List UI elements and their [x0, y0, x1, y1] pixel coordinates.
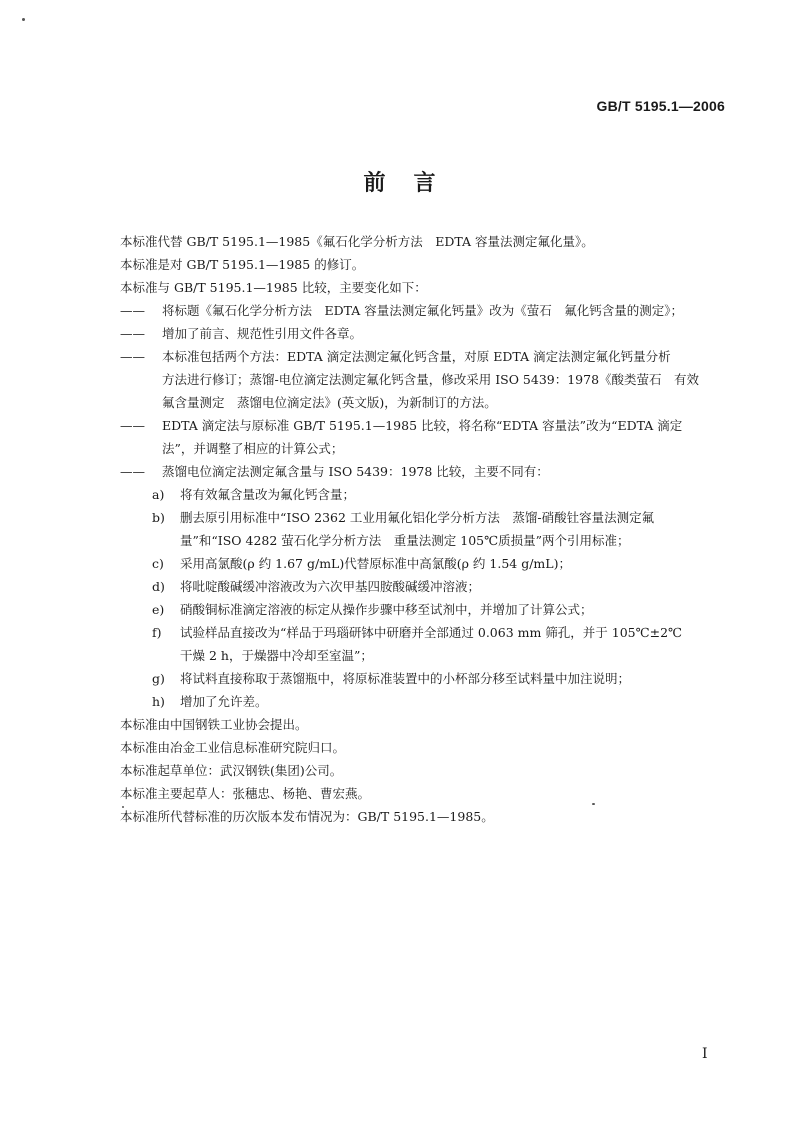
dash-marker: —— [120, 418, 145, 433]
difference-text: 试验样品直接改为“样品于玛瑙研钵中研磨并全部通过 0.063 mm 筛孔，并于 105℃±2℃ [180, 625, 683, 640]
change-item [120, 299, 726, 322]
difference-item [120, 575, 726, 598]
item-marker: b) [152, 510, 165, 525]
item-marker: a) [152, 487, 165, 502]
difference-item [120, 483, 726, 506]
item-marker: d) [152, 579, 165, 594]
change-text: 法”，并调整了相应的计算公式； [162, 441, 344, 456]
difference-item [120, 621, 726, 667]
standard-code: GB/T 5195.1—2006 [596, 98, 725, 114]
difference-text: 将试料直接称取于蒸馏瓶中，将原标准装置中的小杯部分移至试料量中加注说明； [180, 671, 631, 686]
page-title [0, 166, 799, 197]
change-text: 增加了前言、规范性引用文件各章。 [162, 326, 363, 341]
dash-marker: —— [120, 303, 145, 318]
dash-marker: —— [120, 326, 145, 341]
item-marker: e) [152, 602, 165, 617]
difference-text: 干燥 2 h，于燥器中冷却至室温”； [180, 648, 373, 663]
closing-paragraph: 本标准由冶金工业信息标准研究院归口。 [120, 740, 346, 755]
difference-item [120, 667, 726, 690]
difference-text: 量”和“ISO 4282 萤石化学分析方法 重量法测定 105℃质损量”两个引用标准； [180, 533, 630, 548]
difference-item [120, 506, 726, 552]
difference-text: 删去原引用标准中“ISO 2362 工业用氟化铝化学分析方法 蒸馏-硝酸钍容量法测定氟 [180, 510, 655, 525]
title-char: 言 [413, 171, 436, 196]
difference-item [120, 598, 726, 621]
dash-marker: —— [120, 349, 145, 364]
paragraph: 本标准代替 GB/T 5195.1—1985《氟石化学分析方法 EDTA 容量法测定氟化量》。 [120, 234, 594, 249]
scan-speck [592, 803, 595, 805]
scan-speck [122, 806, 124, 808]
change-text: 方法进行修订；蒸馏-电位滴定法测定氟化钙含量，修改采用 ISO 5439：1978《酸类萤石 有效 [162, 372, 700, 387]
difference-text: 硝酸铜标准滴定溶液的标定从操作步骤中移至试剂中，并增加了计算公式； [180, 602, 593, 617]
change-text: 本标准包括两个方法：EDTA 滴定法测定氟化钙含量，对原 EDTA 滴定法测定氟化钙量分析 [162, 349, 671, 364]
page-number: I [702, 1046, 708, 1062]
difference-text: 增加了允许差。 [180, 694, 268, 709]
change-item [120, 460, 726, 483]
scan-speck [22, 18, 25, 21]
change-item [120, 414, 726, 460]
item-marker: f) [152, 625, 162, 640]
change-item [120, 345, 726, 414]
difference-item [120, 552, 726, 575]
change-text: 蒸馏电位滴定法测定氟含量与 ISO 5439：1978 比较，主要不同有： [162, 464, 549, 479]
dash-marker: —— [120, 464, 145, 479]
item-marker: c) [152, 556, 164, 571]
change-text: EDTA 滴定法与原标准 GB/T 5195.1—1985 比较，将名称“EDTA 容量法”改为“EDTA 滴定 [162, 418, 683, 433]
item-marker: g) [152, 671, 165, 686]
closing-paragraph: 本标准所代替标准的历次版本发布情况为：GB/T 5195.1—1985。 [120, 809, 494, 824]
difference-text: 采用高氯酸(ρ 约 1.67 g/mL)代替原标准中高氯酸(ρ 约 1.54 g/mL)； [180, 556, 571, 571]
change-item [120, 322, 726, 345]
paragraph: 本标准是对 GB/T 5195.1—1985 的修订。 [120, 257, 365, 272]
title-char: 前 [363, 171, 386, 196]
closing-paragraph: 本标准由中国钢铁工业协会提出。 [120, 717, 308, 732]
difference-text: 将有效氟含量改为氟化钙含量； [180, 487, 356, 502]
paragraph: 本标准与 GB/T 5195.1—1985 比较，主要变化如下： [120, 280, 427, 295]
change-text: 将标题《氟石化学分析方法 EDTA 容量法测定氟化钙量》改为《萤石 氟化钙含量的测定》； [162, 303, 684, 318]
item-marker: h) [152, 694, 165, 709]
difference-text: 将吡啶酸碱缓冲溶液改为六次甲基四胺酸碱缓冲溶液； [180, 579, 481, 594]
preface-body [120, 230, 726, 828]
closing-paragraph: 本标准起草单位：武汉钢铁(集团)公司。 [120, 763, 343, 778]
difference-item [120, 690, 726, 713]
change-text: 氟含量测定 蒸馏电位滴定法》(英文版)，为新制订的方法。 [162, 395, 497, 410]
closing-paragraph: 本标准主要起草人：张穗忠、杨艳、曹宏燕。 [120, 786, 371, 801]
